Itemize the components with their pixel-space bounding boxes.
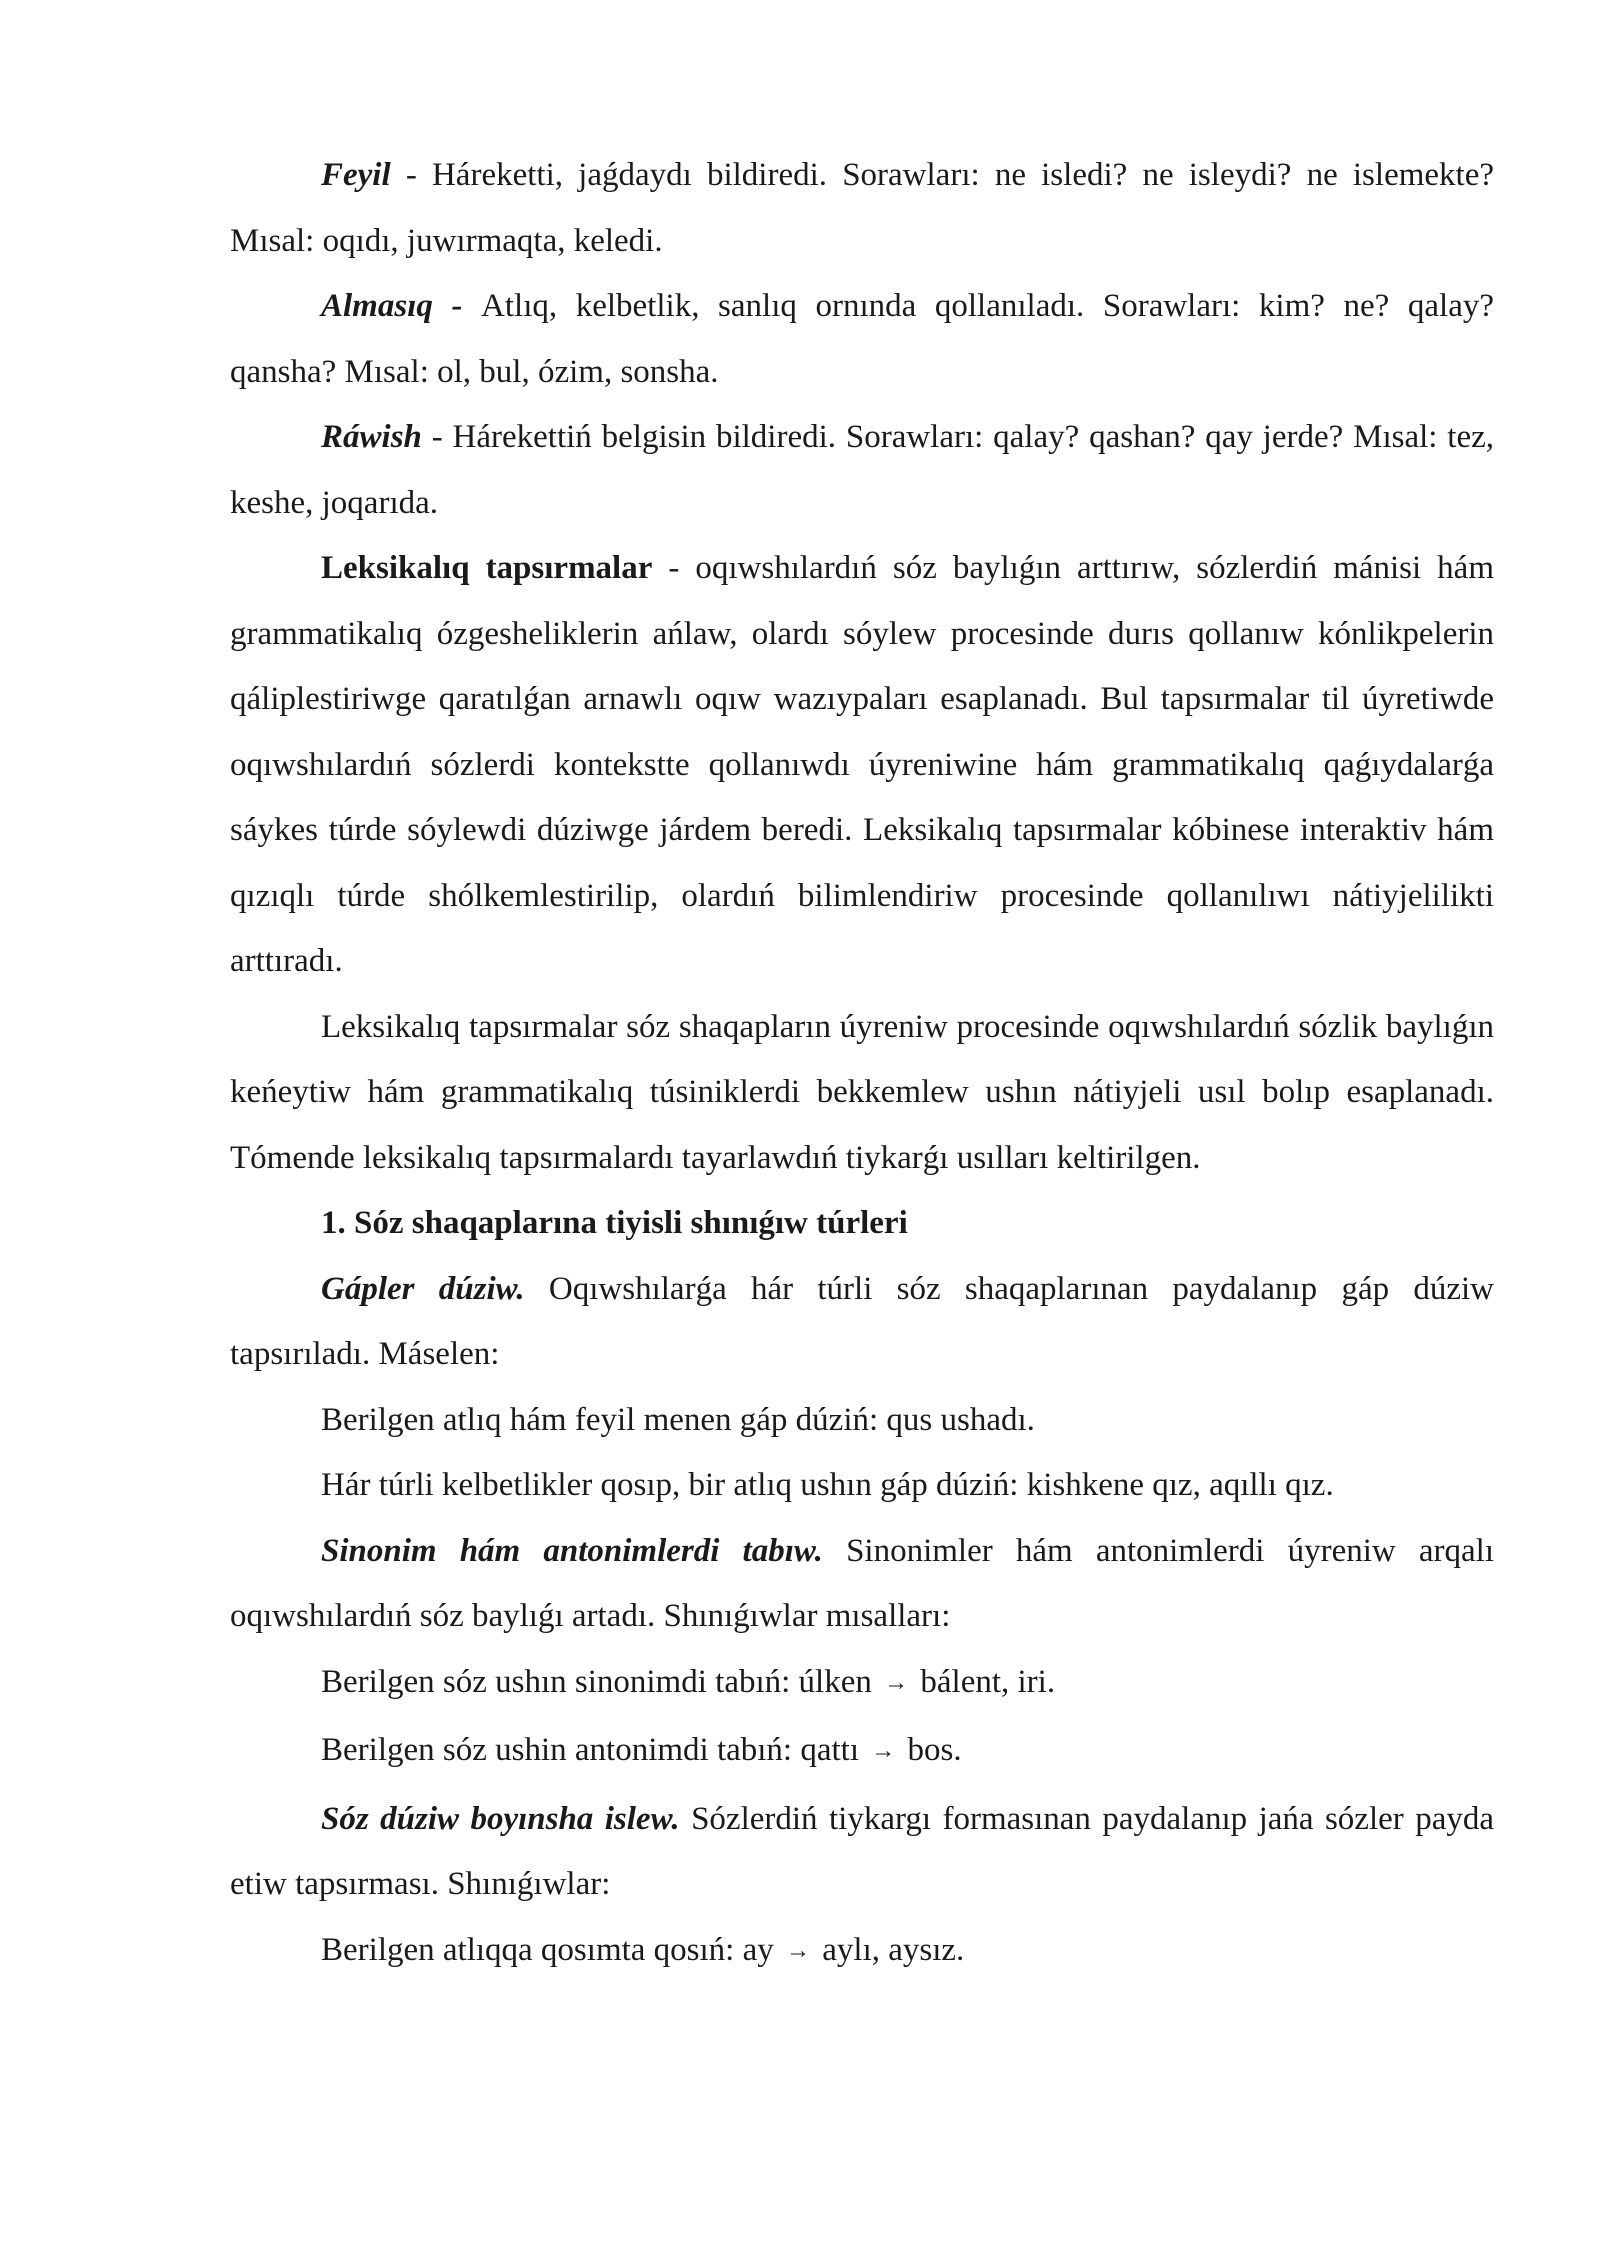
term-soz-duziw: Sóz dúziw boyınsha islew.	[321, 1800, 680, 1837]
document-page	[230, 143, 1494, 1986]
arrow-right-icon: →	[871, 1738, 896, 1764]
example-soz-duziw-1-before: Berilgen atlıqqa qosımta qosıń: ay	[321, 1931, 774, 1968]
term-gapler: Gápler dúziw.	[321, 1270, 525, 1307]
paragraph-sinonim	[230, 1519, 1494, 1650]
example-gapler-1: Berilgen atlıq hám feyil menen gáp dúziń: qus ushadı.	[321, 1401, 1035, 1438]
term-rawish: Ráwish	[321, 419, 422, 455]
paragraph-almasiq-text: Atlıq, kelbetlik, sanlıq ornında qollanıladı. Sorawları: kim? ne? qalay? qansha? Mısal: ol, bul, ózim, sonsha.	[230, 288, 1494, 390]
paragraph-leksikaliq-text: - oqıwshılardıń sóz baylıǵın arttırıw, sózlerdiń mánisi hám grammatikalıq ózgesheliklerin ańlaw, olardı sóylew procesinde durıs qollanıw kónlikpelerin qáliplestiriwge qaratılǵan arnawlı oqıw wazıypaları esaplanadı. Bul tapsırmalar til úyretiwde oqıwshılardıń sózlerdi kontekstte qollanıwdı úyreniwine hám grammatikalıq qaǵıydalarǵa sáykes túrde sóylewdi dúziwge járdem beredi. Leksikalıq tapsırmalar kóbinese interaktiv hám qızıqlı túrde shólkemlestirilip, olardıń bilimlendiriw procesinde qollanılıwı nátiyjelilikti arttıradı.	[230, 550, 1494, 979]
example-soz-duziw-1-after: aylı, aysız.	[822, 1931, 965, 1968]
section-heading: 1. Sóz shaqaplarına tiyisli shınıǵıw túrleri	[321, 1205, 908, 1241]
paragraph-soz-duziw	[230, 1787, 1494, 1918]
term-almasiq-separator: -	[432, 288, 482, 324]
paragraph-almasiq	[230, 274, 1494, 405]
example-sinonim-1	[230, 1650, 1494, 1719]
example-sinonim-2-before: Berilgen sóz ushin antonimdi tabıń: qattı	[321, 1732, 860, 1768]
paragraph-rawish	[230, 405, 1494, 536]
example-sinonim-1-after: bálent, iri.	[920, 1663, 1056, 1700]
example-gapler-2: Hár túrli kelbetlikler qosıp, bir atlıq ushın gáp dúziń: kishkene qız, aqıllı qız.	[321, 1467, 1334, 1503]
term-leksikaliq: Leksikalıq tapsırmalar	[321, 550, 653, 586]
paragraph-feyil	[230, 143, 1494, 274]
arrow-right-icon: →	[884, 1669, 909, 1696]
paragraph-leksikaliq	[230, 536, 1494, 995]
example-sinonim-2-after: bos.	[907, 1732, 962, 1768]
paragraph-rawish-text: - Hárekettiń belgisin bildiredi. Sorawları: qalay? qashan? qay jerde? Mısal: tez, keshe, joqarıda.	[230, 419, 1494, 521]
paragraph-gapler-text: Oqıwshılarǵa hár túrli sóz shaqaplarınan paydalanıp gáp dúziw tapsırıladı. Máselen:	[230, 1270, 1494, 1372]
term-sinonim: Sinonim hám antonimlerdi tabıw.	[321, 1532, 823, 1569]
paragraph-feyil-text: - Háreketti, jaǵdaydı bildiredi. Sorawları: ne isledi? ne isleydi? ne islemekte? Mısal: oqıdı, juwırmaqta, keledi.	[230, 157, 1494, 259]
paragraph-sinonim-text: Sinonimler hám antonimlerdi úyreniw arqalı oqıwshılardıń sóz baylıǵı artadı. Shınıǵıwlar mısalları:	[230, 1532, 1494, 1634]
term-almasiq: Almasıq	[321, 288, 433, 324]
paragraph-gapler	[230, 1257, 1494, 1388]
arrow-right-icon: →	[786, 1937, 811, 1964]
example-soz-duziw-1	[230, 1918, 1494, 1987]
paragraph-soz-duziw-text: Sózlerdiń tiykargı formasınan paydalanıp jańa sózler payda etiw tapsırması. Shınıǵıwlar:	[230, 1800, 1494, 1902]
term-feyil: Feyil	[321, 157, 391, 193]
example-sinonim-1-before: Berilgen sóz ushın sinonimdi tabıń: úlken	[321, 1663, 872, 1700]
paragraph-leksikaliq-2: Leksikalıq tapsırmalar sóz shaqapların úyreniw procesinde oqıwshılardıń sózlik baylıǵın keńeytiw hám grammatikalıq túsiniklerdi bekkemlew ushın nátiyjeli usıl bolıp esaplanadı. Tómende leksikalıq tapsırmalardı tayarlawdıń tiykarǵı usılları keltirilgen.	[230, 1008, 1494, 1176]
example-sinonim-2	[230, 1718, 1494, 1787]
